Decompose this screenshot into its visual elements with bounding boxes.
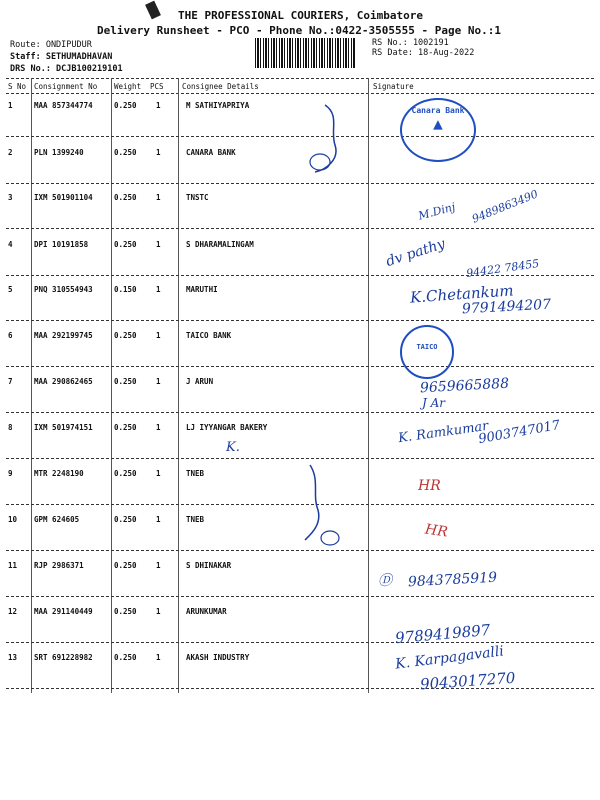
weight-value: 0.250 <box>114 193 137 202</box>
handwritten-phone: 94422 78455 <box>465 256 541 281</box>
pcs-count: 1 <box>156 193 161 202</box>
row-sno: 13 <box>8 653 18 662</box>
col-header-pcs: PCS <box>150 82 164 91</box>
table-row <box>0 377 600 391</box>
handwritten-mark: HR <box>423 521 449 541</box>
row-sno: 6 <box>8 331 13 340</box>
handwritten-phone: 9489863490 <box>470 187 540 226</box>
weight-value: 0.250 <box>114 561 137 570</box>
weight-value: 0.250 <box>114 607 137 616</box>
weight-value: 0.250 <box>114 377 137 386</box>
consignee-name: TNEB <box>186 469 205 478</box>
stamp-text: Canara Bank <box>411 106 465 115</box>
col-header-weight: Weight <box>114 82 142 91</box>
consignee-name: AKASH INDUSTRY <box>186 653 250 662</box>
handwritten-name: K.Chetankum <box>409 281 515 307</box>
scan-artifact <box>145 1 161 20</box>
consignment-number: MAA 292199745 <box>34 331 93 340</box>
row-sno: 4 <box>8 240 13 249</box>
company-title: THE PROFESSIONAL COURIERS, Coimbatore <box>178 9 424 22</box>
consignment-number: RJP 2986371 <box>34 561 84 570</box>
table-row <box>0 240 600 254</box>
handwritten-name: K. Karpagavalli <box>394 643 505 673</box>
handwritten-phone: 9843785919 <box>407 569 498 591</box>
table-row <box>0 331 600 345</box>
weight-value: 0.250 <box>114 515 137 524</box>
row-separator <box>6 550 594 551</box>
row-separator <box>6 366 594 367</box>
pen-stroke <box>290 455 350 550</box>
route-label: Route: ONDIPUDUR <box>10 40 92 50</box>
pcs-count: 1 <box>156 653 161 662</box>
runsheet-subtitle: Delivery Runsheet - PCO - Phone No.:0422-3505555 - Page No.:1 <box>97 24 501 37</box>
row-sno: 9 <box>8 469 13 478</box>
weight-value: 0.250 <box>114 423 137 432</box>
consignee-name: M SATHIYAPRIYA <box>186 101 250 110</box>
consignee-name: TAICO BANK <box>186 331 232 340</box>
col-header-signature: Signature <box>373 82 414 91</box>
row-sno: 1 <box>8 101 13 110</box>
stamp-emblem-icon: ▲ <box>433 114 443 133</box>
handwritten-phone: 9659665888 <box>419 375 510 397</box>
consignment-number: GPM 624605 <box>34 515 80 524</box>
barcode <box>255 38 355 68</box>
pcs-count: 1 <box>156 331 161 340</box>
consignment-number: MAA 291140449 <box>34 607 93 616</box>
consignment-number: IXM 501901104 <box>34 193 93 202</box>
handwritten-phone: 9043017270 <box>419 668 516 694</box>
consignment-number: MAA 290862465 <box>34 377 93 386</box>
row-separator <box>6 183 594 184</box>
row-sno: 7 <box>8 377 13 386</box>
handwritten-phone: 9003747017 <box>477 417 562 448</box>
col-header-sno: S No <box>8 82 27 91</box>
handwritten-phone: 9789419897 <box>394 620 492 648</box>
pen-stroke <box>295 100 355 180</box>
rs-date: RS Date: 18-Aug-2022 <box>372 48 475 58</box>
weight-value: 0.250 <box>114 240 137 249</box>
handwritten-name: K. Ramkumar <box>397 418 490 447</box>
handwritten-signature: Ⓓ <box>378 573 392 589</box>
weight-value: 0.250 <box>114 469 137 478</box>
row-separator <box>6 228 594 229</box>
row-sno: 2 <box>8 148 13 157</box>
weight-value: 0.150 <box>114 285 137 294</box>
row-sno: 10 <box>8 515 18 524</box>
staff-label: Staff: SETHUMADHAVAN <box>10 52 113 62</box>
col-header-consignment: Consignment No <box>34 82 98 91</box>
bank-stamp <box>400 325 454 379</box>
consignee-name: S DHARAMALINGAM <box>186 240 254 249</box>
handwritten-mark: HR <box>418 478 441 494</box>
handwritten-mark: K. <box>226 440 240 455</box>
consignment-number: SRT 691228982 <box>34 653 93 662</box>
pcs-count: 1 <box>156 561 161 570</box>
col-header-consignee: Consignee Details <box>182 82 259 91</box>
consignee-name: ARUNKUMAR <box>186 607 227 616</box>
consignment-number: MTR 2248190 <box>34 469 84 478</box>
row-separator <box>6 642 594 643</box>
consignee-name: CANARA BANK <box>186 148 236 157</box>
handwritten-signature: M.Dinj <box>416 200 457 223</box>
row-sno: 3 <box>8 193 13 202</box>
drs-number: DRS No.: DCJB100219101 <box>10 64 123 74</box>
row-separator <box>6 275 594 276</box>
table-row <box>0 653 600 667</box>
pcs-count: 1 <box>156 607 161 616</box>
bank-stamp <box>400 98 476 162</box>
table-top-rule <box>6 78 594 79</box>
row-sno: 12 <box>8 607 18 616</box>
consignment-number: PNQ 310554943 <box>34 285 93 294</box>
pcs-count: 1 <box>156 469 161 478</box>
weight-value: 0.250 <box>114 101 137 110</box>
handwritten-phone: 9791494207 <box>461 296 552 318</box>
consignee-name: TNSTC <box>186 193 209 202</box>
consignee-name: J ARUN <box>186 377 214 386</box>
table-row <box>0 561 600 575</box>
consignee-name: MARUTHI <box>186 285 218 294</box>
weight-value: 0.250 <box>114 653 137 662</box>
table-row <box>0 607 600 621</box>
weight-value: 0.250 <box>114 148 137 157</box>
row-separator <box>6 320 594 321</box>
rs-number: RS No.: 1002191 <box>372 38 449 48</box>
consignment-number: IXM 501974151 <box>34 423 93 432</box>
consignee-name: S DHINAKAR <box>186 561 232 570</box>
pcs-count: 1 <box>156 423 161 432</box>
pcs-count: 1 <box>156 240 161 249</box>
stamp-text: TAICO <box>416 343 438 351</box>
weight-value: 0.250 <box>114 331 137 340</box>
consignee-name: LJ IYYANGAR BAKERY <box>186 423 268 432</box>
row-separator <box>6 688 594 689</box>
handwritten-signature: dv pathy <box>384 235 448 271</box>
pcs-count: 1 <box>156 377 161 386</box>
row-sno: 5 <box>8 285 13 294</box>
header-rule <box>6 93 594 94</box>
row-separator <box>6 412 594 413</box>
consignment-number: MAA 857344774 <box>34 101 93 110</box>
handwritten-signature: J Ar <box>422 396 446 410</box>
pcs-count: 1 <box>156 285 161 294</box>
pcs-count: 1 <box>156 101 161 110</box>
consignee-name: TNEB <box>186 515 205 524</box>
consignment-number: DPI 10191858 <box>34 240 89 249</box>
pcs-count: 1 <box>156 515 161 524</box>
row-separator <box>6 596 594 597</box>
row-sno: 8 <box>8 423 13 432</box>
row-sno: 11 <box>8 561 18 570</box>
consignment-number: PLN 1399240 <box>34 148 84 157</box>
pcs-count: 1 <box>156 148 161 157</box>
